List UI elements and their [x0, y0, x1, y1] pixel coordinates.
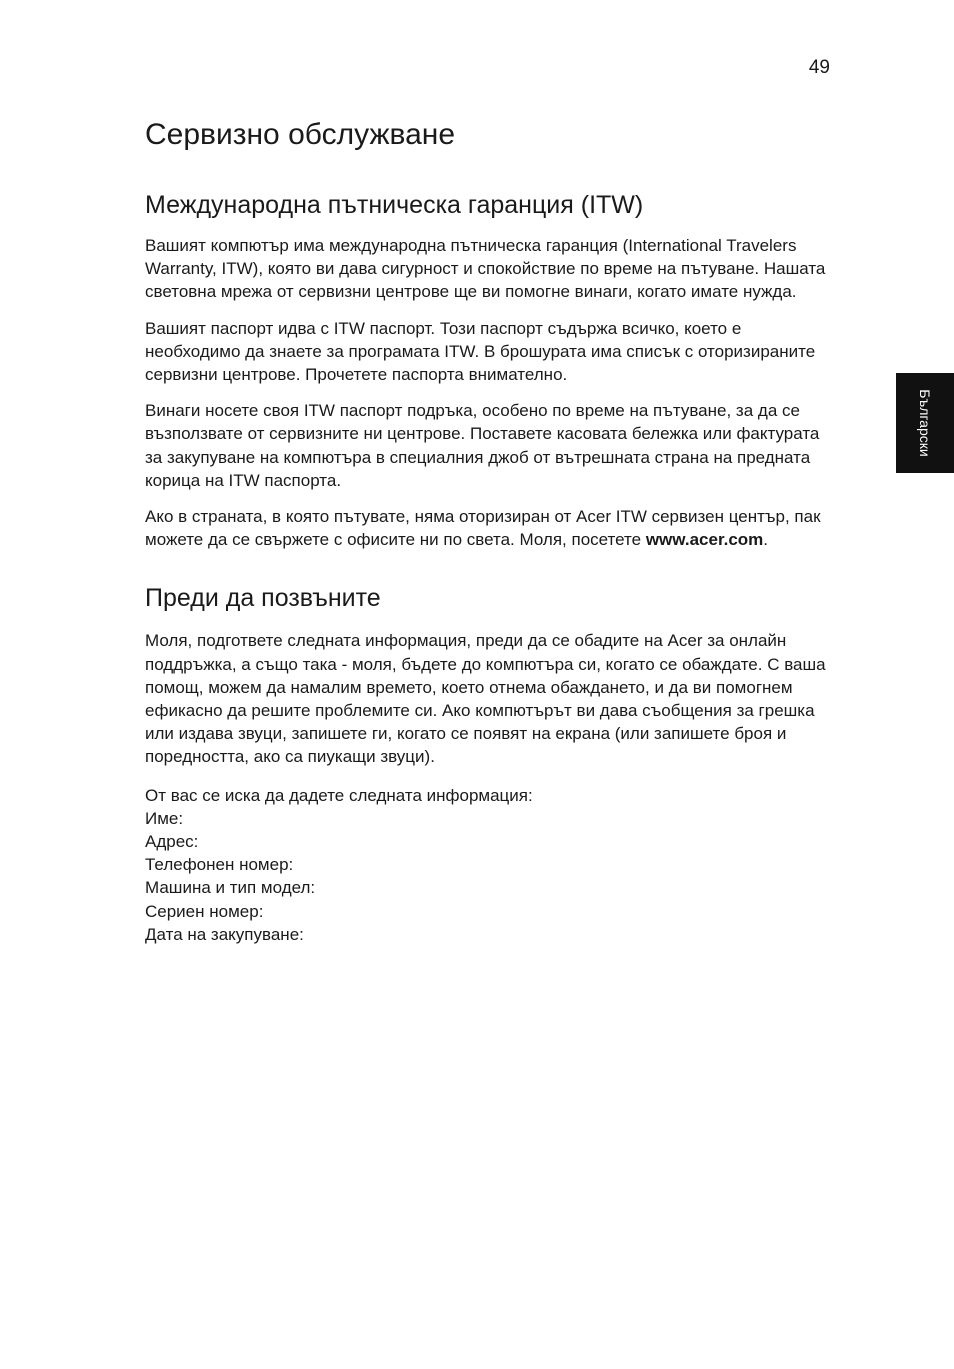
acer-website-link[interactable]: www.acer.com: [645, 530, 764, 550]
list-item: Сериен номер:: [145, 901, 264, 921]
page-title: Сервизно обслужване: [145, 118, 456, 151]
required-info-intro: От вас се иска да дадете следната информация:: [145, 785, 533, 805]
page-content: [145, 116, 830, 946]
itw-paragraph-1: Вашият компютър има международна пътническа гаранция (International Travelers Warranty, ITW), която ви дава сигурност и спокойствие по време на пътуване. Нашата световна мрежа от сервизни центрове ще ви помогне винаги, когато имате нужда.: [145, 236, 826, 302]
before-call-section-heading: Преди да позвъните: [145, 584, 381, 613]
itw-paragraph-4-end: .: [763, 530, 769, 550]
required-info-list: [145, 807, 830, 946]
list-item: Име:: [145, 808, 184, 828]
before-call-paragraph: Моля, подгответе следната информация, преди да се обадите на Acer за онлайн поддръжка, а също така - моля, бъдете до компютъра си, когато се обаждате. С ваша помощ, можем да намалим времето, което отнема обаждането, и да ви помогнем ефикасно да решите проблемите си. Ако компютърът ви дава съобщения за грешка или издава звуци, запишете ги, когато се появят на екрана (или запишете броя и поредността, ако са пиукащи звуци).: [145, 631, 826, 767]
itw-paragraph-4-text: Ако в страната, в която пътувате, няма оторизиран от Acer ITW сервизен център, пак можете да се свържете с офисите ни по света. Моля, посетете: [145, 507, 821, 550]
list-item: Телефонен номер:: [145, 855, 294, 875]
language-side-tab-label: Български: [917, 389, 933, 457]
itw-paragraph-2: Вашият паспорт идва с ITW паспорт. Този паспорт съдържа всичко, което е необходимо да знаете за програмата ITW. В брошурата има списък с оторизираните сервизни центрове. Прочетете паспорта внимателно.: [145, 318, 816, 385]
list-item: Дата на закупуване:: [145, 924, 304, 944]
page-number: 49: [808, 57, 830, 78]
list-item: Адрес:: [145, 832, 199, 852]
itw-section-heading: Международна пътническа гаранция (ITW): [145, 191, 644, 219]
required-info-block: [145, 784, 830, 946]
list-item: Машина и тип модел:: [145, 878, 316, 898]
language-side-tab: [896, 373, 954, 473]
itw-paragraph-3: Винаги носете своя ITW паспорт подръка, особено по време на пътуване, за да се възползвате от сервизните ни центрове. Поставете касовата бележка или фактурата за закупуване на компютъра в специалния джоб от вътрешната страна на предната корица на ITW паспорта.: [145, 401, 820, 490]
itw-paragraph-4: [145, 505, 830, 551]
